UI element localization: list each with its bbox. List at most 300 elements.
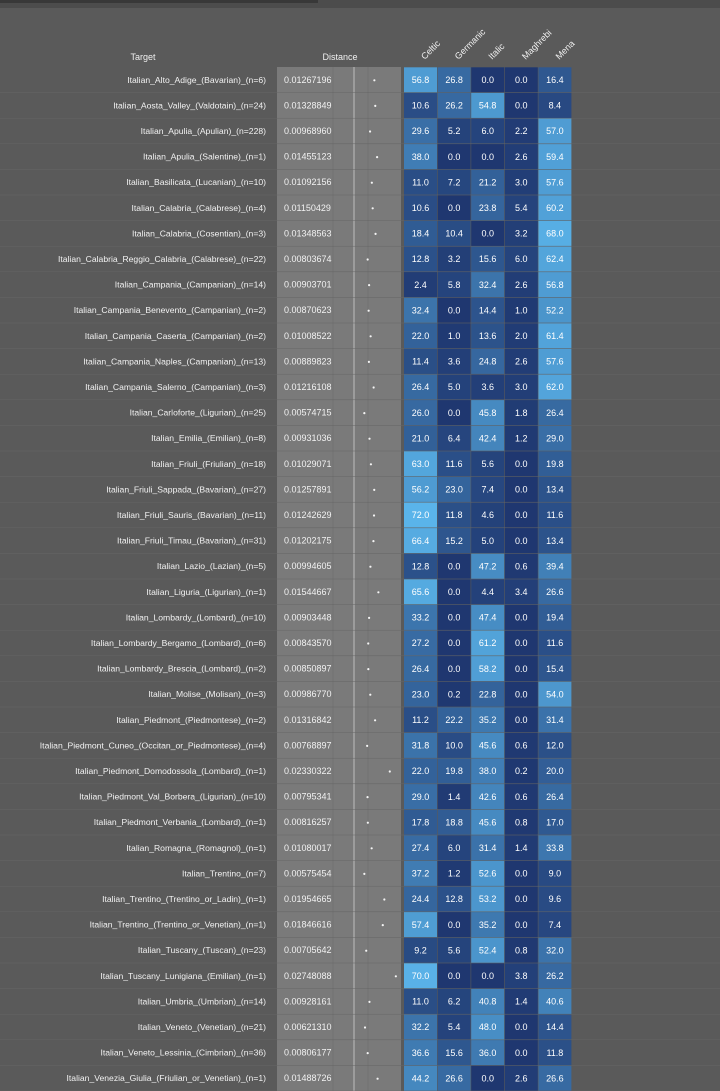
cell-value-maghrebi: 1.4 [515, 843, 528, 853]
cell-value-celtic: 56.8 [411, 75, 430, 85]
cell-value-maghrebi: 0.0 [515, 638, 528, 649]
distance-value: 0.01954665 [284, 894, 332, 904]
cell-value-italic: 61.2 [478, 638, 497, 649]
distance-value: 0.01080017 [284, 842, 332, 853]
cell-value-italic: 42.6 [478, 791, 497, 802]
cell-value-italic: 45.6 [478, 740, 497, 751]
cell-value-maghrebi: 1.4 [515, 996, 528, 1007]
cell-value-italic: 42.4 [478, 433, 497, 444]
cell-value-celtic: 26.4 [411, 663, 430, 674]
cell-value-maghrebi: 1.8 [515, 407, 528, 418]
distance-value: 0.00903448 [284, 612, 332, 623]
distance-value: 0.01008522 [284, 330, 332, 341]
distance-value: 0.00768897 [284, 740, 332, 751]
cell-value-celtic: 56.2 [411, 484, 430, 495]
distance-dot [367, 642, 369, 644]
cell-value-germanic: 6.2 [447, 996, 461, 1007]
distance-value: 0.01242629 [284, 510, 332, 520]
target-label: Italian_Liguria_(Ligurian)_(n=1) [146, 586, 266, 597]
cell-value-celtic: 22.0 [411, 766, 430, 777]
target-label: Italian_Veneto_(Venetian)_(n=21) [137, 1022, 266, 1032]
target-label: Italian_Campania_Benevento_(Campanian)_(n=2) [73, 305, 266, 316]
cell-value-germanic: 0.0 [447, 407, 461, 418]
cell-value-maghrebi: 0.0 [515, 459, 528, 469]
target-label: Italian_Emilia_(Emilian)_(n=8) [151, 433, 266, 444]
cell-value-mena: 20.0 [546, 766, 564, 777]
cell-value-germanic: 0.0 [447, 663, 461, 674]
distance-dot [368, 284, 370, 286]
cell-value-germanic: 0.0 [447, 612, 461, 623]
distance-value: 0.00928161 [284, 996, 332, 1007]
distance-value: 0.01150429 [284, 202, 331, 213]
cell-value-mena: 60.2 [546, 203, 564, 213]
cell-value-mena: 57.6 [546, 356, 564, 367]
cell-value-italic: 38.0 [478, 766, 497, 777]
target-label: Italian_Venezia_Giulia_(Friulian_or_Venetian)_(n=1) [66, 1073, 266, 1084]
distance-value: 0.00850897 [284, 663, 332, 674]
cell-value-celtic: 29.6 [411, 126, 430, 137]
target-label: Italian_Lombardy_(Lombard)_(n=10) [125, 612, 266, 623]
cell-value-celtic: 65.6 [411, 587, 430, 597]
component-header-germanic: Germanic [452, 26, 488, 62]
distance-dot [372, 207, 374, 209]
cell-value-germanic: 15.2 [445, 535, 463, 546]
target-label: Italian_Calabria_(Calabrese)_(n=4) [131, 202, 266, 213]
cell-value-celtic: 9.2 [414, 945, 427, 956]
cell-value-maghrebi: 0.0 [515, 75, 528, 85]
target-label: Italian_Molise_(Molisan)_(n=3) [148, 689, 266, 700]
distance-value: 0.00575454 [284, 868, 332, 879]
target-label: Italian_Piedmont_Val_Borbera_(Ligurian)_(n=10) [79, 791, 266, 802]
distance-dot [368, 617, 370, 619]
distance-dot [369, 694, 371, 696]
cell-value-mena: 26.4 [546, 407, 564, 418]
cell-value-celtic: 11.2 [412, 715, 429, 725]
cell-value-maghrebi: 1.2 [515, 433, 528, 444]
distance-dot [368, 438, 370, 440]
cell-value-maghrebi: 0.0 [515, 1022, 528, 1033]
cell-value-germanic: 3.6 [447, 356, 461, 367]
cell-value-maghrebi: 0.0 [515, 715, 528, 725]
cell-value-maghrebi: 6.0 [515, 254, 528, 265]
cell-value-italic: 0.0 [481, 151, 494, 162]
target-label: Italian_Lombardy_Bergamo_(Lombard)_(n=6) [90, 638, 266, 648]
target-label: Italian_Tuscany_(Tuscan)_(n=23) [137, 945, 266, 956]
cell-value-italic: 47.4 [478, 612, 497, 623]
cell-value-germanic: 1.4 [447, 791, 461, 802]
cell-value-germanic: 5.4 [447, 1022, 461, 1033]
cell-value-celtic: 66.4 [411, 535, 430, 546]
component-header-celtic: Celtic [419, 38, 443, 62]
distance-dot [389, 770, 391, 772]
cell-value-germanic: 0.0 [447, 587, 461, 597]
distance-value: 0.01267196 [284, 74, 332, 85]
distance-value: 0.02748088 [284, 970, 332, 981]
target-label: Italian_Alto_Adige_(Bavarian)_(n=6) [127, 74, 266, 85]
cell-value-italic: 52.4 [478, 945, 497, 956]
distance-dot [363, 412, 365, 414]
target-label: Italian_Piedmont_Domodossola_(Lombard)_(n=1) [75, 766, 266, 776]
cell-value-italic: 48.0 [478, 1022, 497, 1033]
cell-value-maghrebi: 0.8 [515, 945, 528, 956]
cell-value-celtic: 11.0 [412, 996, 429, 1007]
cell-value-maghrebi: 2.6 [515, 1073, 528, 1084]
cell-value-mena: 11.8 [546, 1047, 564, 1058]
cell-value-italic: 45.6 [478, 817, 497, 828]
cell-value-germanic: 6.0 [447, 843, 461, 853]
cell-value-germanic: 5.6 [447, 945, 461, 956]
cell-value-celtic: 24.4 [411, 894, 430, 905]
distance-value: 0.00795341 [284, 791, 332, 802]
distance-value: 0.00843570 [284, 638, 332, 648]
cell-value-celtic: 2.4 [414, 279, 427, 290]
cell-value-germanic: 1.2 [447, 868, 461, 879]
cell-value-maghrebi: 3.0 [515, 382, 528, 393]
distance-value: 0.01092156 [284, 177, 332, 188]
cell-value-mena: 26.4 [546, 791, 564, 802]
cell-value-italic: 22.8 [478, 689, 497, 700]
cell-value-germanic: 0.0 [447, 919, 461, 930]
cell-value-germanic: 0.0 [447, 561, 461, 572]
cell-value-italic: 23.8 [478, 203, 497, 213]
target-label: Italian_Piedmont_Cuneo_(Occitan_or_Piedmontese)_(n=4) [39, 740, 266, 751]
distance-value: 0.00870623 [284, 305, 332, 316]
cell-value-mena: 52.2 [546, 305, 564, 316]
target-label: Italian_Trentino_(Trentino_or_Venetian)_(n=1) [89, 919, 266, 930]
cell-value-italic: 4.6 [481, 510, 494, 521]
target-label: Italian_Trentino_(n=7) [182, 868, 266, 879]
cell-value-italic: 5.6 [481, 459, 494, 469]
cell-value-germanic: 11.6 [445, 459, 463, 469]
target-label: Italian_Piedmont_(Piedmontese)_(n=2) [116, 714, 266, 725]
cell-value-italic: 21.2 [478, 177, 497, 188]
cell-value-celtic: 31.8 [411, 740, 430, 751]
cell-value-italic: 31.4 [478, 843, 497, 853]
cell-value-germanic: 5.8 [447, 279, 461, 290]
cell-value-italic: 14.4 [478, 305, 497, 316]
target-label: Italian_Veneto_Lessinia_(Cimbrian)_(n=36) [100, 1047, 266, 1058]
cell-value-mena: 19.4 [546, 612, 564, 623]
cell-value-maghrebi: 0.0 [515, 919, 528, 930]
cell-value-celtic: 33.2 [411, 612, 430, 623]
distance-value: 0.01488726 [284, 1073, 332, 1084]
cell-value-maghrebi: 3.4 [515, 587, 528, 597]
cell-value-celtic: 12.8 [411, 561, 430, 572]
target-label: Italian_Lazio_(Lazian)_(n=5) [156, 561, 266, 572]
cell-value-germanic: 1.0 [447, 331, 461, 341]
cell-value-mena: 26.6 [546, 587, 564, 597]
cell-value-mena: 57.0 [546, 126, 564, 137]
cell-value-italic: 4.4 [481, 587, 494, 597]
cell-value-celtic: 17.8 [411, 817, 430, 828]
cell-value-mena: 19.8 [546, 459, 564, 469]
cell-value-mena: 29.0 [546, 433, 564, 444]
cell-value-maghrebi: 0.0 [515, 612, 528, 623]
cell-value-italic: 3.6 [481, 382, 494, 393]
table-rows [0, 67, 720, 1091]
cell-value-mena: 11.6 [546, 638, 564, 649]
distance-dot [369, 566, 371, 568]
distance-value: 0.01202175 [284, 535, 332, 546]
cell-value-germanic: 26.8 [445, 75, 463, 85]
target-label: Italian_Friuli_Sauris_(Bavarian)_(n=11) [116, 510, 266, 520]
cell-value-italic: 45.8 [478, 407, 497, 418]
cell-value-italic: 6.0 [481, 126, 494, 137]
cell-value-germanic: 5.2 [447, 126, 461, 137]
cell-value-germanic: 0.0 [447, 151, 461, 162]
target-label: Italian_Basilicata_(Lucanian)_(n=10) [126, 177, 266, 188]
distance-value: 0.00986770 [284, 689, 332, 700]
cell-value-mena: 40.6 [546, 996, 564, 1007]
target-label: Italian_Romagna_(Romagnol)_(n=1) [126, 842, 266, 853]
cell-value-mena: 54.0 [546, 689, 564, 700]
distance-value: 0.02330322 [284, 766, 332, 776]
cell-value-germanic: 22.2 [445, 715, 463, 725]
distance-dot [395, 975, 397, 977]
distance-value: 0.01257891 [284, 484, 332, 495]
distance-dot [374, 105, 376, 107]
cell-value-mena: 62.0 [546, 382, 564, 393]
cell-value-celtic: 57.4 [411, 919, 430, 930]
distance-dot [376, 156, 378, 158]
distance-dot [371, 182, 373, 184]
distance-value: 0.00889823 [284, 356, 332, 367]
distance-dot [366, 745, 368, 747]
distance-dot [373, 489, 375, 491]
cell-value-germanic: 6.4 [447, 433, 461, 444]
cell-value-maghrebi: 0.0 [515, 894, 528, 905]
cell-value-italic: 15.6 [478, 254, 497, 265]
target-label: Italian_Apulia_(Apulian)_(n=228) [140, 126, 266, 136]
cell-value-mena: 26.6 [546, 1073, 564, 1084]
distance-dot [370, 335, 372, 337]
cell-value-germanic: 5.0 [447, 382, 461, 393]
distance-value: 0.01328849 [284, 100, 332, 111]
distance-value: 0.01348563 [284, 228, 332, 239]
distance-dot [373, 79, 375, 81]
cell-value-maghrebi: 0.0 [515, 510, 528, 521]
cell-value-maghrebi: 0.2 [515, 766, 528, 777]
cell-value-germanic: 11.8 [445, 510, 463, 521]
cell-value-mena: 9.0 [548, 868, 562, 879]
cell-value-maghrebi: 0.0 [515, 1047, 528, 1058]
cell-value-maghrebi: 0.0 [515, 689, 528, 700]
cell-value-maghrebi: 0.0 [515, 100, 528, 111]
cell-value-mena: 13.4 [546, 535, 564, 546]
cell-value-celtic: 21.0 [411, 433, 430, 444]
cell-value-italic: 36.0 [478, 1047, 497, 1058]
cell-value-maghrebi: 1.0 [515, 305, 528, 316]
distance-dot [382, 924, 384, 926]
cell-value-celtic: 72.0 [411, 510, 430, 521]
cell-value-mena: 31.4 [546, 715, 564, 725]
distance-value: 0.00994605 [284, 561, 332, 572]
target-label: Italian_Aosta_Valley_(Valdotain)_(n=24) [113, 100, 266, 111]
distance-dot [364, 1026, 366, 1028]
cell-value-mena: 15.4 [546, 663, 564, 674]
target-label: Italian_Piedmont_Verbania_(Lombard)_(n=1) [93, 817, 266, 828]
cell-value-celtic: 27.2 [411, 638, 430, 649]
cell-value-celtic: 10.6 [411, 100, 430, 111]
target-label: Italian_Carloforte_(Ligurian)_(n=25) [129, 407, 266, 418]
cell-value-italic: 7.4 [481, 484, 494, 495]
distance-dot [365, 950, 367, 952]
target-label: Italian_Campania_Salerno_(Campanian)_(n=3) [85, 382, 266, 392]
cell-value-celtic: 70.0 [411, 971, 430, 981]
cell-value-germanic: 26.2 [445, 100, 463, 111]
distance-value: 0.01216108 [284, 382, 332, 392]
cell-value-italic: 0.0 [481, 228, 494, 239]
cell-value-maghrebi: 0.0 [515, 663, 528, 674]
distance-dot [374, 719, 376, 721]
distance-dot [372, 540, 374, 542]
cell-value-italic: 35.2 [478, 919, 497, 930]
cell-value-germanic: 7.2 [447, 177, 461, 188]
cell-value-mena: 13.4 [546, 484, 564, 495]
distance-dot [368, 310, 370, 312]
cell-value-celtic: 36.6 [411, 1047, 430, 1058]
distance-value: 0.01029071 [284, 458, 332, 469]
distance-value: 0.00903701 [284, 279, 332, 290]
distance-value: 0.01455123 [284, 151, 332, 162]
cell-value-celtic: 26.4 [411, 382, 430, 393]
distance-dot [373, 386, 375, 388]
cell-value-italic: 5.0 [481, 535, 494, 546]
distance-dot [368, 361, 370, 363]
target-label: Italian_Friuli_Timau_(Bavarian)_(n=31) [117, 535, 266, 546]
distance-dot [383, 898, 385, 900]
cell-value-mena: 56.8 [546, 279, 564, 290]
cell-value-celtic: 11.0 [412, 177, 429, 188]
cell-value-germanic: 12.8 [445, 894, 463, 905]
component-headers [419, 26, 576, 61]
cell-value-maghrebi: 0.6 [515, 740, 528, 751]
cell-value-germanic: 0.0 [447, 203, 461, 213]
target-header: Target [130, 52, 156, 62]
cell-value-mena: 59.4 [546, 151, 564, 162]
cell-value-maghrebi: 2.2 [515, 126, 528, 137]
cell-value-italic: 35.2 [478, 715, 497, 725]
cell-value-celtic: 44.2 [411, 1073, 430, 1084]
component-header-mena: Mena [553, 38, 577, 62]
cell-value-celtic: 38.0 [411, 151, 430, 162]
cell-value-germanic: 23.0 [445, 484, 463, 495]
cell-value-maghrebi: 2.6 [515, 279, 528, 290]
distance-value: 0.01544667 [284, 586, 332, 597]
cell-value-italic: 0.0 [481, 1073, 494, 1084]
cell-value-italic: 47.2 [478, 561, 497, 572]
cell-value-maghrebi: 3.8 [515, 971, 528, 981]
cell-value-celtic: 10.6 [411, 203, 430, 213]
distance-dot [370, 463, 372, 465]
cell-value-maghrebi: 0.0 [515, 535, 528, 546]
target-label: Italian_Tuscany_Lunigiana_(Emilian)_(n=1) [100, 970, 266, 981]
distance-dot [377, 591, 379, 593]
distance-dot [371, 847, 373, 849]
cell-value-celtic: 11.4 [412, 356, 429, 367]
distance-header: Distance [322, 52, 358, 62]
component-header-maghrebi: Maghrebi [519, 27, 554, 62]
cell-value-italic: 40.8 [478, 996, 497, 1007]
distance-value: 0.00621310 [284, 1022, 332, 1032]
distance-dot [366, 796, 368, 798]
cell-value-celtic: 63.0 [411, 459, 430, 469]
cell-value-celtic: 32.2 [411, 1022, 430, 1033]
distance-dot [363, 873, 365, 875]
target-label: Italian_Campania_Naples_(Campanian)_(n=13) [83, 356, 266, 367]
cell-value-maghrebi: 2.0 [515, 331, 528, 341]
distance-value: 0.00574715 [284, 407, 332, 418]
cell-value-mena: 9.6 [548, 894, 562, 905]
cell-value-mena: 14.4 [546, 1022, 564, 1033]
cell-value-mena: 16.4 [546, 75, 564, 85]
cell-value-mena: 68.0 [546, 228, 564, 239]
cell-value-celtic: 26.0 [411, 407, 430, 418]
cell-value-celtic: 29.0 [411, 791, 430, 802]
cell-value-germanic: 15.6 [445, 1047, 463, 1058]
cell-value-germanic: 0.0 [447, 971, 461, 981]
cell-value-celtic: 32.4 [411, 305, 430, 316]
cell-value-mena: 39.4 [546, 561, 564, 572]
cell-value-italic: 0.0 [481, 75, 494, 85]
cell-value-maghrebi: 5.4 [515, 203, 528, 213]
distance-dot [368, 1001, 370, 1003]
cell-value-mena: 11.6 [546, 510, 564, 521]
distance-dot [367, 822, 369, 824]
distance-value: 0.01316842 [284, 714, 332, 725]
distance-dot [367, 1052, 369, 1054]
cell-value-italic: 52.6 [478, 868, 497, 879]
distance-value: 0.00968960 [284, 126, 332, 136]
cell-value-italic: 58.2 [478, 663, 497, 674]
cell-value-mena: 57.6 [546, 177, 564, 188]
distance-dot [373, 514, 375, 516]
target-label: Italian_Campania_Caserta_(Campanian)_(n=2) [84, 330, 266, 341]
cell-value-mena: 12.0 [546, 740, 564, 751]
cell-value-mena: 33.8 [546, 843, 564, 853]
distance-dot [367, 668, 369, 670]
distance-dot [376, 1078, 378, 1080]
target-label: Italian_Umbria_(Umbrian)_(n=14) [137, 996, 266, 1007]
cell-value-germanic: 0.0 [447, 305, 461, 316]
cell-value-germanic: 26.6 [445, 1073, 463, 1084]
cell-value-germanic: 3.2 [447, 254, 461, 265]
cell-value-italic: 53.2 [478, 894, 497, 905]
cell-value-celtic: 18.4 [411, 228, 430, 239]
target-label: Italian_Trentino_(Trentino_or_Ladin)_(n=1) [102, 894, 266, 904]
cell-value-maghrebi: 0.6 [515, 791, 528, 802]
cell-value-maghrebi: 0.0 [515, 484, 528, 495]
target-label: Italian_Lombardy_Brescia_(Lombard)_(n=2) [97, 663, 266, 674]
cell-value-italic: 24.8 [478, 356, 497, 367]
target-label: Italian_Calabria_(Cosentian)_(n=3) [132, 228, 266, 239]
cell-value-celtic: 23.0 [411, 689, 430, 700]
target-label: Italian_Campania_(Campanian)_(n=14) [114, 279, 266, 290]
cell-value-celtic: 22.0 [411, 331, 430, 341]
top-bar-tab [0, 0, 318, 3]
target-label: Italian_Friuli_Sappada_(Bavarian)_(n=27) [106, 484, 266, 495]
distance-value: 0.00931036 [284, 433, 332, 444]
distance-value: 0.00803674 [284, 254, 332, 264]
cell-value-mena: 32.0 [546, 945, 564, 956]
cell-value-mena: 17.0 [546, 817, 564, 828]
target-label: Italian_Apulia_(Salentine)_(n=1) [142, 151, 266, 162]
cell-value-italic: 54.8 [478, 100, 497, 111]
cell-value-italic: 13.6 [478, 331, 497, 341]
distance-dot [374, 233, 376, 235]
cell-value-maghrebi: 0.0 [515, 868, 528, 879]
target-label: Italian_Friuli_(Friulian)_(n=18) [151, 458, 266, 469]
